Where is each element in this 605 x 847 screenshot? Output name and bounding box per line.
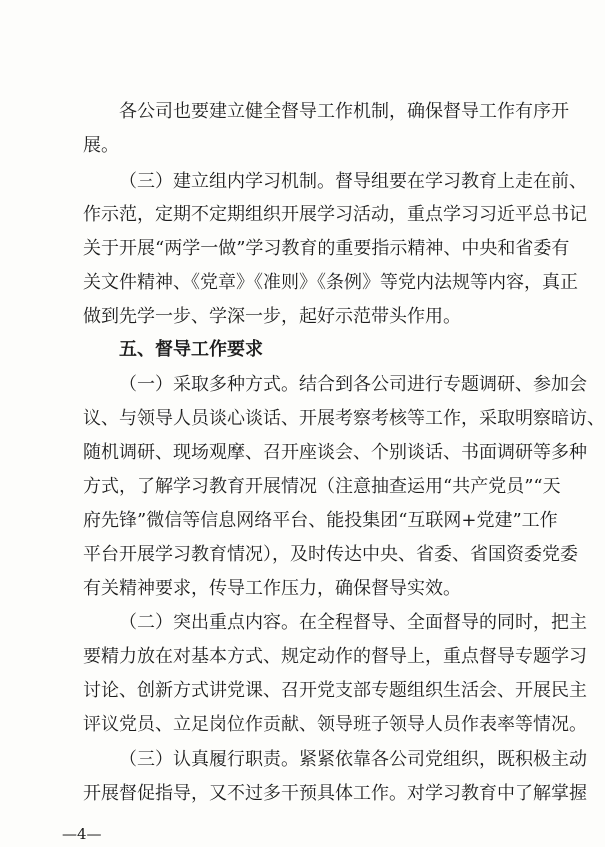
text-line: 开展督促指导，又不过多干预具体工作。对学习教育中了解掌握 [83,783,587,804]
text-line: 关文件精神、《党章》《准则》《条例》等党内法规等内容，真正 [83,272,578,293]
text-line: （三）认真履行职责。紧紧依靠各公司党组织，既积极主动 [119,749,587,770]
text-line: 展。 [83,135,119,156]
text-line: （二）突出重点内容。在全程督导、全面督导的同时，把主 [119,612,587,633]
text-line: 方式，了解学习教育开展情况（注意抽查运用“共产党员”“天 [83,476,561,497]
text-line: 府先锋”微信等信息网络平台、能投集团“互联网+党建”工作 [83,510,558,531]
text-line: 有关精神要求，传导工作压力，确保督导实效。 [83,578,461,599]
text-line: 评议党员、立足岗位作贡献、领导班子领导人员作表率等情况。 [83,714,587,735]
text-line: （三）建立组内学习机制。督导组要在学习教育上走在前、 [119,171,587,192]
text-line: 议、与领导人员谈心谈话、开展考察考核等工作，采取明察暗访、 [83,408,605,429]
text-line: 各公司也要建立健全督导工作机制，确保督导工作有序开 [119,101,569,122]
text-line: 讨论、创新方式讲党课、召开党支部专题组织生活会、开展民主 [83,680,587,701]
text-line: （一）采取多种方式。结合到各公司进行专题调研、参加会 [119,374,587,395]
text-line: 要精力放在对基本方式、规定动作的督导上，重点督导专题学习 [83,646,587,667]
text-line: 平台开展学习教育情况），及时传达中央、省委、省国资委党委 [83,544,578,565]
page-number: —4— [62,825,102,843]
text-line: 随机调研、现场观摩、召开座谈会、个别谈话、书面调研等多种 [83,442,587,463]
text-line: 关于开展“两学一做”学习教育的重要指示精神、中央和省委有 [83,238,570,259]
section-heading: 五、督导工作要求 [119,339,263,360]
text-line: 作示范，定期不定期组织开展学习活动，重点学习习近平总书记 [83,204,587,225]
text-line: 做到先学一步、学深一步，起好示范带头作用。 [83,306,461,327]
